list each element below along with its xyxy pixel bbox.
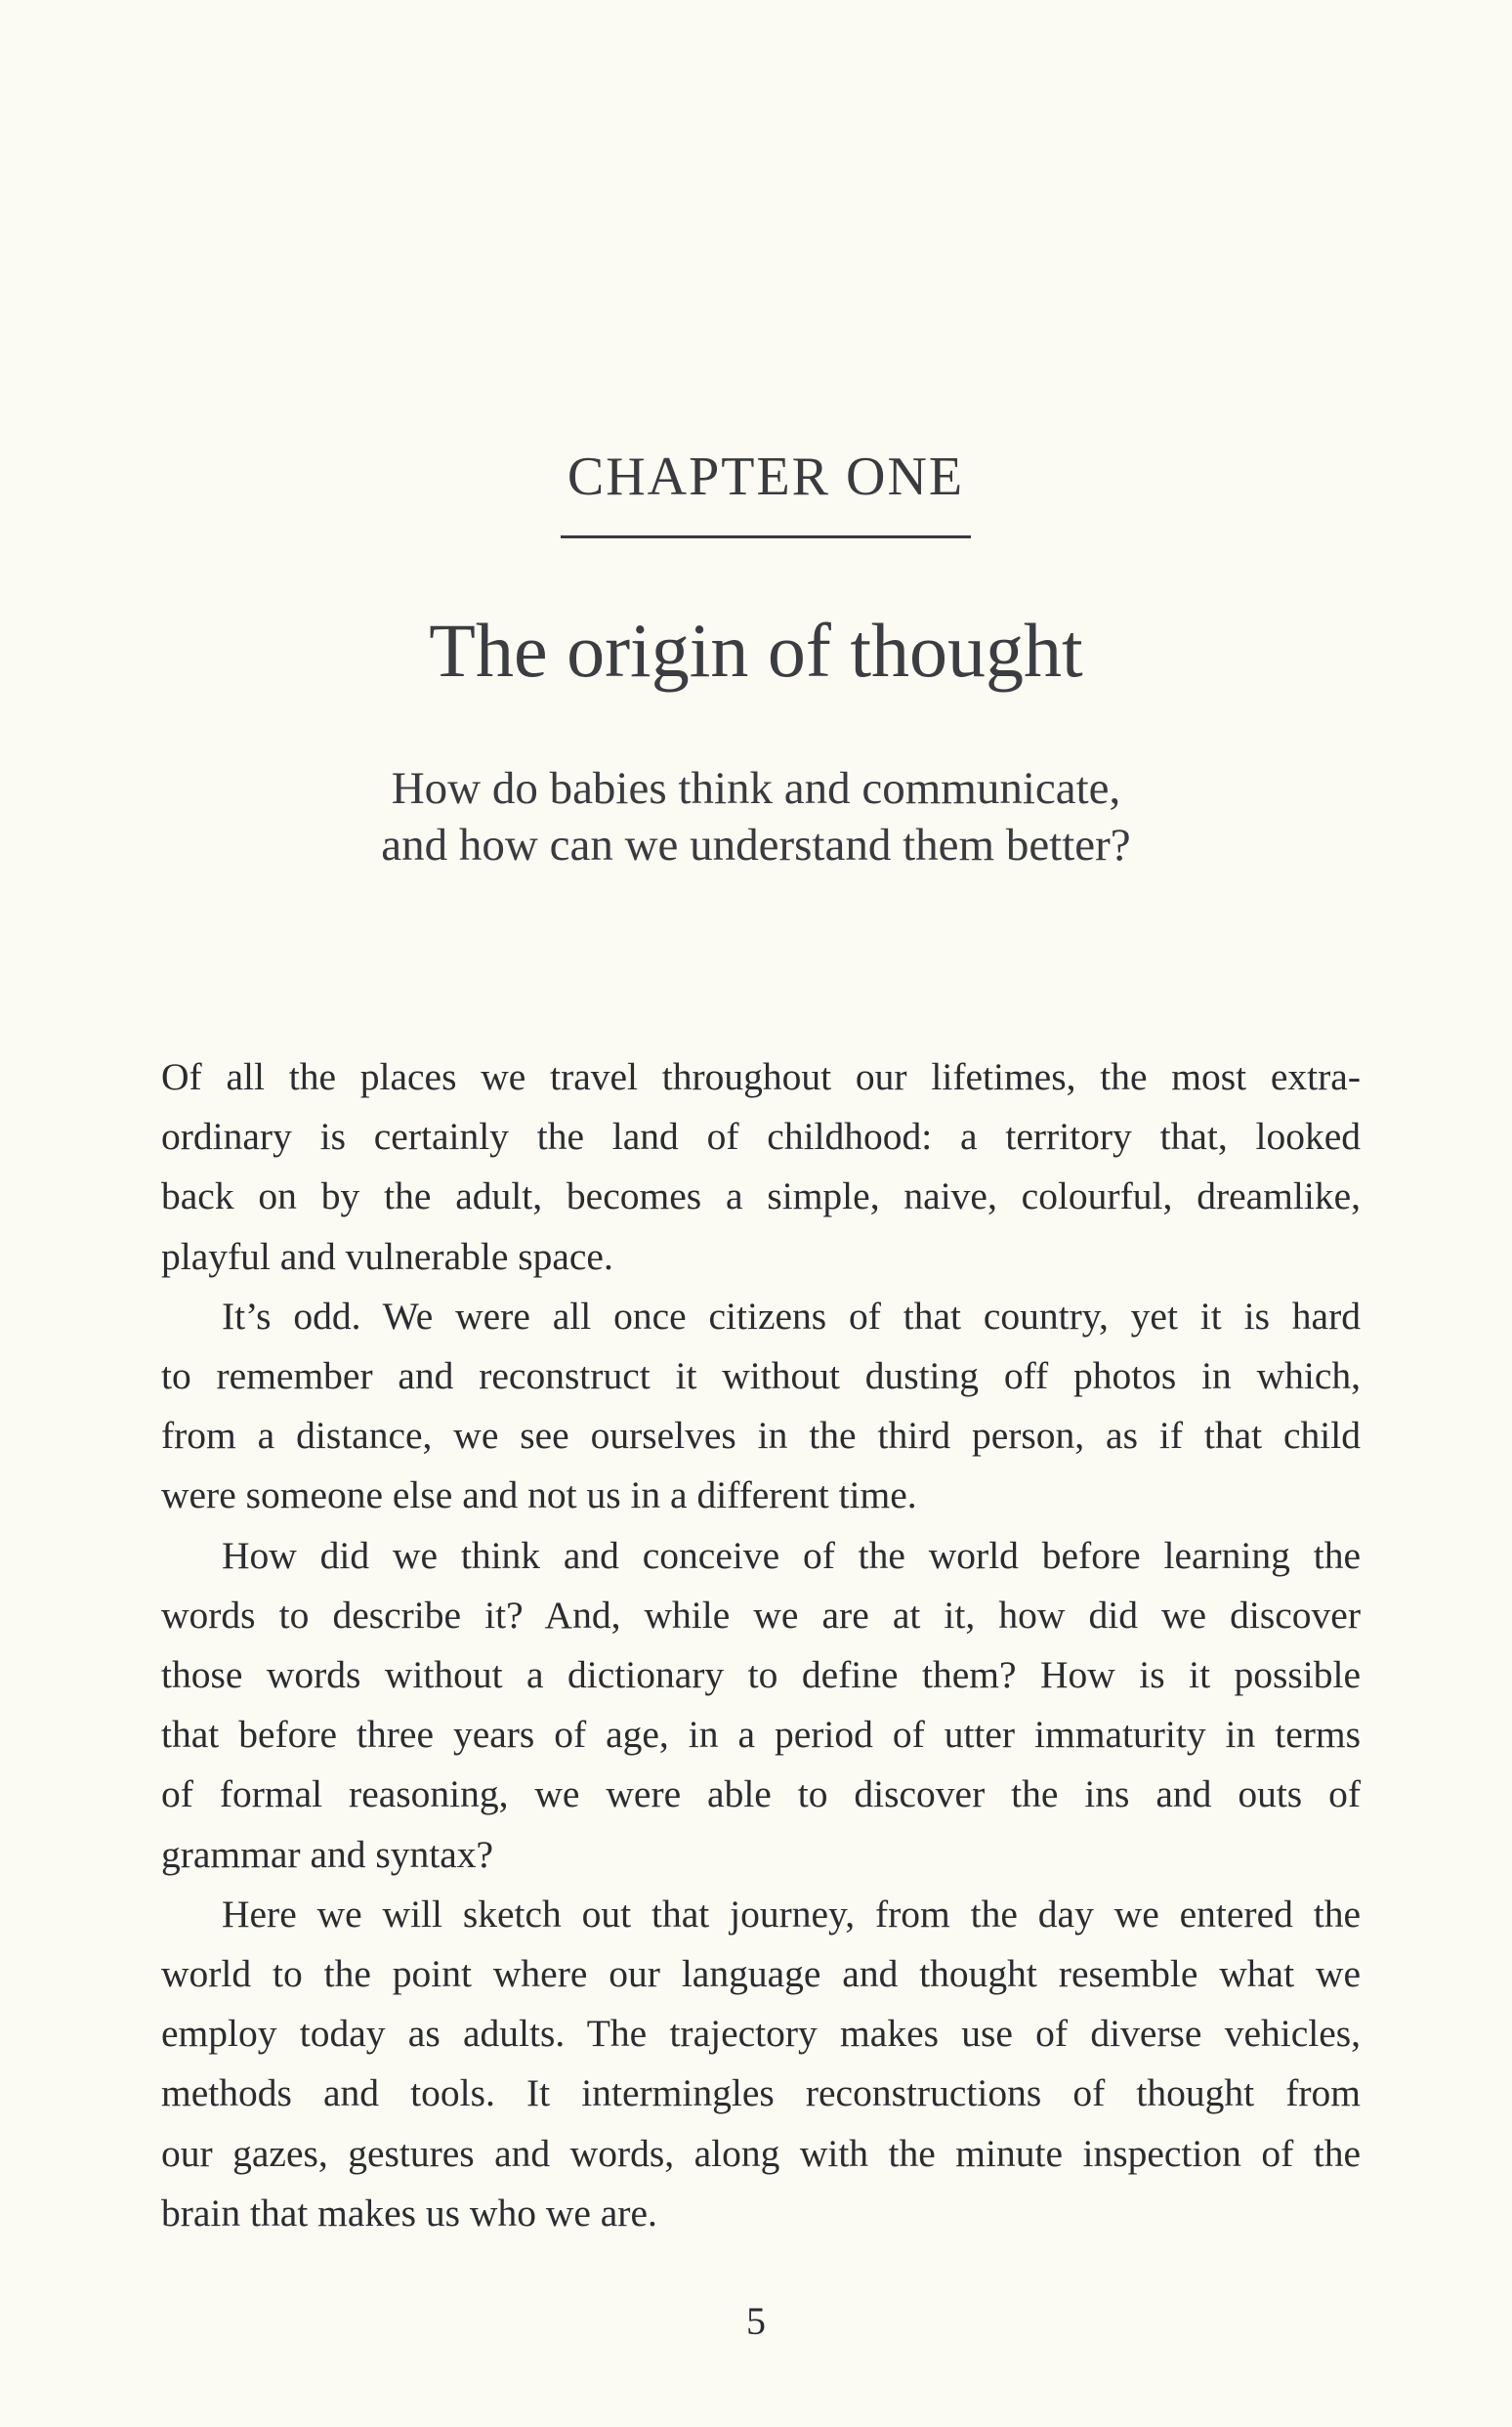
text-line: to remember and reconstruct it without dusting off photos in which, bbox=[161, 1354, 1361, 1398]
text-line: grammar and syntax? bbox=[161, 1832, 494, 1876]
text-line: Here we will sketch out that journey, from the day we entered the bbox=[222, 1892, 1361, 1936]
text-line: brain that makes us who we are. bbox=[161, 2191, 657, 2235]
text-line: employ today as adults. The trajectory makes use of diverse vehicles, bbox=[161, 2012, 1361, 2056]
text-line: that before three years of age, in a period of utter immaturity in terms bbox=[161, 1713, 1361, 1757]
text-line: were someone else and not us in a different time. bbox=[161, 1473, 917, 1517]
text-line: our gazes, gestures and words, along with the minute inspection of the bbox=[161, 2131, 1361, 2175]
chapter-subtitle bbox=[195, 760, 1317, 873]
text-line: words to describe it? And, while we are at it, how did we discover bbox=[161, 1593, 1361, 1637]
text-line: back on by the adult, becomes a simple, naive, colourful, dreamlike, bbox=[161, 1174, 1361, 1218]
paragraph-1 bbox=[161, 1047, 1361, 1287]
chapter-divider-rule bbox=[561, 535, 971, 538]
paragraph-2 bbox=[161, 1287, 1361, 1526]
text-line: ordinary is certainly the land of childhood: a territory that, looked bbox=[161, 1115, 1361, 1159]
paragraph-4 bbox=[161, 1885, 1361, 2243]
text-line: How did we think and conceive of the world before learning the bbox=[222, 1533, 1361, 1577]
text-line: It’s odd. We were all once citizens of that country, yet it is hard bbox=[222, 1294, 1361, 1338]
paragraph-3 bbox=[161, 1526, 1361, 1885]
text-line: those words without a dictionary to define them? How is it possible bbox=[161, 1653, 1361, 1697]
text-line: from a distance, we see ourselves in the third person, as if that child bbox=[161, 1414, 1361, 1458]
text-line: of formal reasoning, we were able to discover the ins and outs of bbox=[161, 1772, 1361, 1816]
text-line: world to the point where our language and thought resemble what we bbox=[161, 1952, 1361, 1996]
chapter-title: The origin of thought bbox=[429, 608, 1083, 693]
chapter-body bbox=[161, 1047, 1361, 2243]
chapter-subtitle-line: and how can we understand them better? bbox=[381, 820, 1131, 871]
chapter-label: CHAPTER ONE bbox=[567, 447, 965, 507]
chapter-subtitle-line: How do babies think and communicate, bbox=[391, 763, 1121, 814]
page-number: 5 bbox=[746, 2299, 766, 2343]
text-line: Of all the places we travel throughout our lifetimes, the most extra- bbox=[161, 1055, 1361, 1098]
text-line: playful and vulnerable space. bbox=[161, 1234, 613, 1278]
text-line: methods and tools. It intermingles reconstructions of thought from bbox=[161, 2071, 1361, 2115]
